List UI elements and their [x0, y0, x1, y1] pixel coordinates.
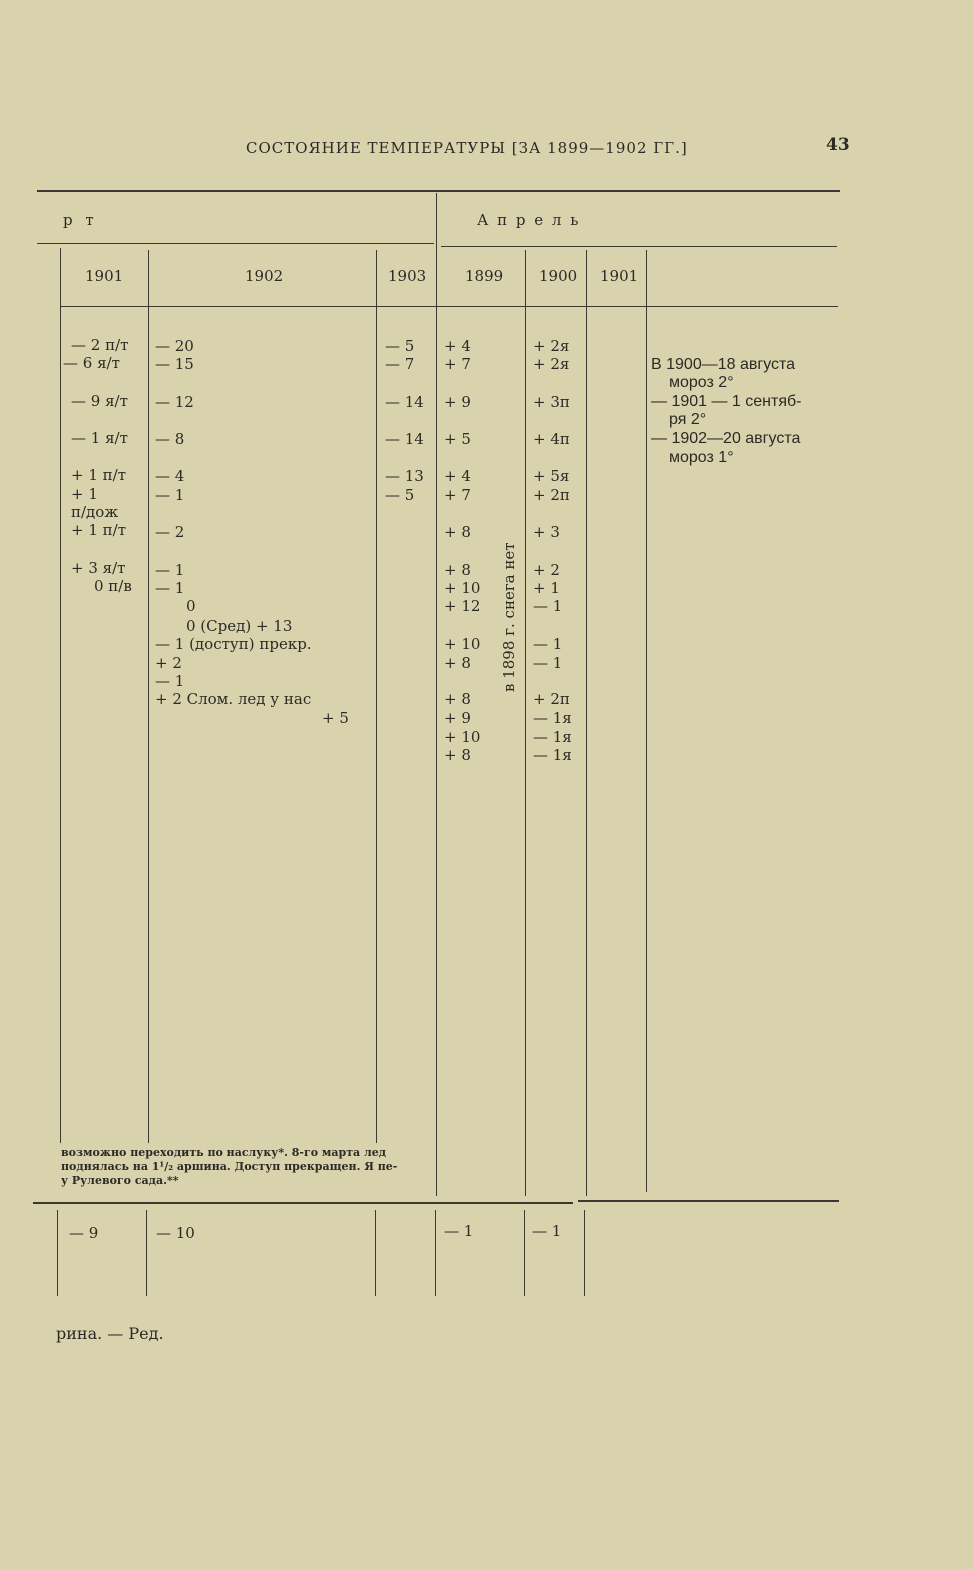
cell-1902: — 20: [155, 337, 194, 355]
remark-line: — 1901 — 1 сентяб-: [651, 393, 802, 410]
col-header-1899: 1899: [465, 267, 504, 285]
summary-vrule: [524, 1210, 525, 1296]
cell-1903: — 14: [385, 430, 424, 448]
cell-1899: + 8: [444, 523, 471, 541]
cell-1899: + 5: [444, 430, 471, 448]
cell-1901: + 1 п/т: [71, 521, 126, 539]
cell-1900: + 2п: [533, 690, 570, 708]
footnote-line: возможно переходить по наслуку*. 8-го марта лед: [61, 1146, 387, 1159]
cell-1900: + 2п: [533, 486, 570, 504]
cell-1899: + 12: [444, 597, 481, 615]
cell-1901: — 6 я/т: [63, 354, 120, 372]
cell-1901: п/дож: [71, 503, 119, 521]
cell-1899: + 8: [444, 746, 471, 764]
summary-vrule: [435, 1210, 436, 1296]
col-header-1900: 1900: [539, 267, 578, 285]
group-rule-right: [441, 246, 837, 247]
cell-1900: — 1я: [533, 746, 572, 764]
cell-1900: — 1я: [533, 728, 572, 746]
cell-1902: — 1 (доступ) прекр.: [155, 635, 312, 653]
col-header-1902: 1902: [245, 267, 284, 285]
vrule-d: [525, 250, 526, 1196]
cell-1899: + 4: [444, 467, 471, 485]
cell-1902: + 2: [155, 654, 182, 672]
cell-1902: — 4: [155, 467, 185, 485]
cell-1902: — 12: [155, 393, 194, 411]
body-bottom-rule-right: [578, 1200, 839, 1202]
cell-1903: — 5: [385, 486, 415, 504]
cell-1902: — 1: [155, 672, 185, 690]
cell-1901: — 2 п/т: [71, 336, 129, 354]
cell-1899: + 8: [444, 654, 471, 672]
footnote-line: поднялась на 1¹/₂ аршина. Доступ прекращен. Я пе-: [61, 1160, 398, 1173]
cell-1900: — 1: [533, 635, 563, 653]
summary-vrule: [584, 1210, 585, 1296]
cell-1899: + 8: [444, 690, 471, 708]
cell-1902: — 2: [155, 523, 185, 541]
cell-1902: — 15: [155, 355, 194, 373]
cell-1900: + 5я: [533, 467, 570, 485]
cell-1901: 0 п/в: [94, 577, 132, 595]
cell-1903: — 7: [385, 355, 415, 373]
col-header-1901b: 1901: [600, 267, 639, 285]
cell-1900: + 2я: [533, 355, 570, 373]
vrule-b: [148, 250, 149, 1143]
editor-note: рина. — Ред.: [56, 1324, 164, 1343]
vrule-main: [436, 193, 437, 1196]
cell-1902: + 2 Слом. лед у нас: [155, 690, 312, 708]
cell-1901: + 1 п/т: [71, 466, 126, 484]
cell-1902: — 1: [155, 486, 185, 504]
cell-1899: + 7: [444, 486, 471, 504]
cell-1901: + 1: [71, 485, 98, 503]
col-header-1901: 1901: [85, 267, 124, 285]
vrule-e: [586, 250, 587, 1196]
header-rule: [60, 306, 838, 307]
cell-1901: — 1 я/т: [71, 429, 128, 447]
cell-1901: + 3 я/т: [71, 559, 126, 577]
cell-1902: 0 (Сред) + 13: [186, 617, 293, 635]
footnote-line: у Рулевого сада.**: [61, 1174, 179, 1187]
cell-1902: + 5: [322, 709, 349, 727]
cell-1901: — 9 я/т: [71, 392, 128, 410]
vrule-f: [646, 250, 647, 1192]
summary-vrule: [375, 1210, 376, 1296]
cell-1900: + 2я: [533, 337, 570, 355]
summary-vrule: [57, 1210, 58, 1296]
summary-1902: — 10: [156, 1224, 195, 1242]
page-number: 43: [826, 135, 850, 155]
summary-vrule: [146, 1210, 147, 1296]
remark-line: мороз 1°: [669, 449, 734, 466]
page-title: СОСТОЯНИЕ ТЕМПЕРАТУРЫ [ЗА 1899—1902 ГГ.]: [246, 139, 688, 157]
cell-1902: — 1: [155, 561, 185, 579]
cell-1900: — 1: [533, 597, 563, 615]
cell-1900: — 1я: [533, 709, 572, 727]
cell-1900: + 1: [533, 579, 560, 597]
remark-line: — 1902—20 августа: [651, 430, 801, 447]
cell-1899: + 8: [444, 561, 471, 579]
group-header-march: р т: [63, 211, 98, 229]
vertical-note: в 1898 г. снега нет: [500, 542, 518, 692]
cell-1902: — 8: [155, 430, 185, 448]
summary-1900: — 1: [532, 1222, 562, 1240]
remark-line: ря 2°: [669, 411, 707, 428]
col-header-1903: 1903: [388, 267, 427, 285]
remark-line: мороз 2°: [669, 374, 734, 391]
remark-line: В 1900—18 августа: [651, 356, 796, 373]
cell-1899: + 7: [444, 355, 471, 373]
cell-1903: — 5: [385, 337, 415, 355]
cell-1903: — 14: [385, 393, 424, 411]
vrule-c: [376, 250, 377, 1143]
summary-1899: — 1: [444, 1222, 474, 1240]
cell-1899: + 10: [444, 579, 481, 597]
cell-1900: + 2: [533, 561, 560, 579]
vrule-a: [60, 248, 61, 1143]
cell-1900: + 3: [533, 523, 560, 541]
cell-1899: + 10: [444, 728, 481, 746]
cell-1900: + 3п: [533, 393, 570, 411]
cell-1899: + 9: [444, 709, 471, 727]
cell-1899: + 4: [444, 337, 471, 355]
body-bottom-rule-left: [33, 1202, 573, 1204]
summary-1901: — 9: [69, 1224, 99, 1242]
cell-1900: + 4п: [533, 430, 570, 448]
group-header-april: А п р е л ь: [477, 211, 581, 229]
cell-1899: + 10: [444, 635, 481, 653]
group-rule-left: [37, 243, 434, 244]
cell-1902: 0: [186, 597, 196, 615]
cell-1903: — 13: [385, 467, 424, 485]
cell-1900: — 1: [533, 654, 563, 672]
cell-1899: + 9: [444, 393, 471, 411]
table-top-rule: [37, 190, 840, 192]
cell-1902: — 1: [155, 579, 185, 597]
